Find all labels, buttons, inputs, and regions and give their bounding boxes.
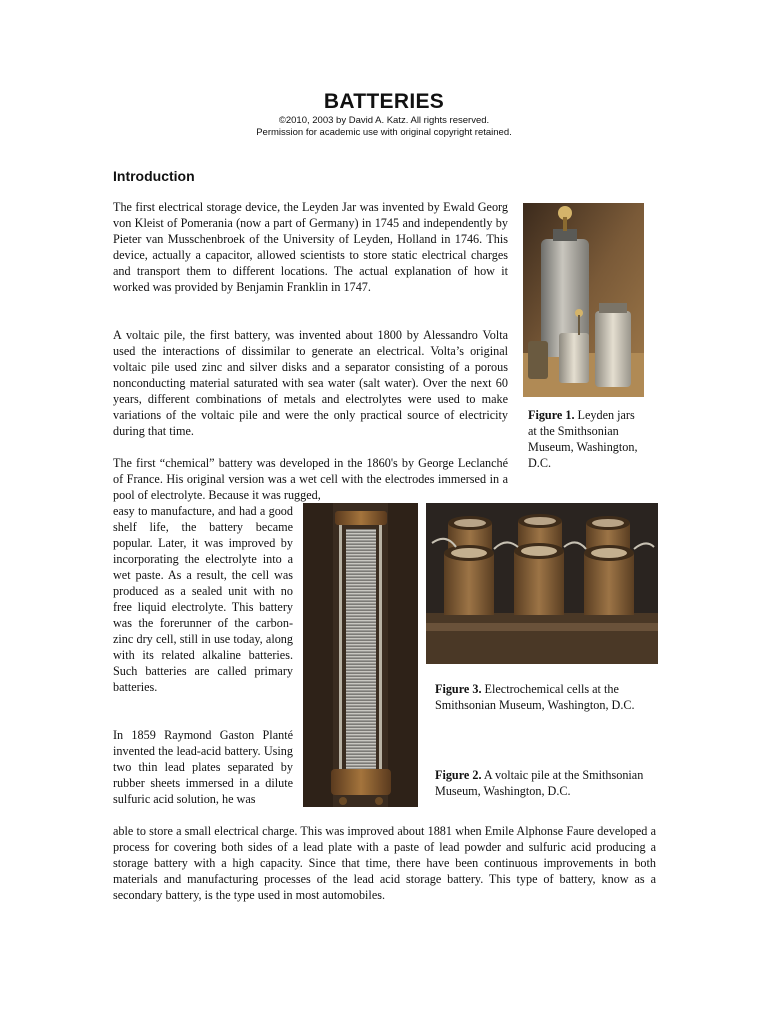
section-heading-introduction: Introduction: [113, 168, 195, 184]
paragraph-plante-wide: able to store a small electrical charge. This was improved about 1881 when Emile Alphonse Faure developed a process for covering both sides of a lead plate with a paste of lead powder and sulfuric acid producing a storage battery with a high capacity. Since that time, there have been continuous improvements in both materials and manufacturing processes of the lead acid storage battery. This type of battery, know as a secondary battery, is the type used in most automobiles.: [113, 824, 656, 902]
figure-1-label: Figure 1.: [528, 408, 575, 422]
figure-3-label: Figure 3.: [435, 682, 482, 696]
figure-2-label: Figure 2.: [435, 768, 482, 782]
figure-3-text: Electrochemical cells at the Smithsonian Museum, Washington, D.C.: [435, 682, 635, 712]
figure-2-voltaic-pile-photo: [303, 503, 418, 807]
figure-1-caption: [528, 407, 638, 471]
figure-3-electrochemical-cells-photo: [426, 503, 658, 664]
permission-line: Permission for academic use with original copyright retained.: [256, 127, 512, 138]
paragraph-leclanche-narrow: easy to manufacture, and had a good shelf life, the battery became popular. Later, it was improved by incorporating the electrolyte into a wet paste. As a result, the cell was produced as a sealed unit with no free liquid electrolyte. This battery was the forerunner of the carbon-zinc dry cell, still in use today, along with its related alkaline batteries. Such batteries are called primary batteries.: [113, 504, 293, 694]
figure-2-text: A voltaic pile at the Smithsonian Museum, Washington, D.C.: [435, 768, 644, 798]
figure-1-leyden-jars-photo: [523, 203, 644, 397]
figure-2-caption: [435, 767, 650, 799]
document-title: BATTERIES: [323, 90, 445, 113]
figure-3-caption: [435, 681, 650, 713]
paragraph-plante-narrow: In 1859 Raymond Gaston Planté invented the lead-acid battery. Using two thin lead plates separated by rubber sheets immersed in a dilute sulfuric acid solution, he was: [113, 728, 293, 806]
paragraph-leyden-jar: The first electrical storage device, the Leyden Jar was invented by Ewald Georg von Kleist of Pomerania (now a part of Germany) in 1745 and independently by Pieter van Musschenbroek of the University of Leyden, Holland in 1746. This device, actually a capacitor, allowed scientists to store static electrical charges and transport them to different locations. The actual explanation of how it worked was provided by Benjamin Franklin in 1747.: [113, 200, 508, 294]
copyright-line: ©2010, 2003 by David A. Katz. All rights reserved.: [278, 115, 490, 126]
paragraph-leclanche-wide: The first “chemical” battery was developed in the 1860's by George Leclanché of France. His original version was a wet cell with the electrodes immersed in a pool of electrolyte. Because it was rugged,: [113, 456, 508, 502]
paragraph-voltaic-pile: A voltaic pile, the first battery, was invented about 1800 by Alessandro Volta used the interactions of dissimilar to generate an electrical. Volta’s original voltaic pile used zinc and silver disks and a separator consisting of a porous nonconducting material saturated with sea water (salt water). Over the next 60 years, different combinations of metals and electrolytes were used to make variations of the voltaic pile and were the only practical source of electricity during that time.: [113, 328, 508, 438]
figure-1-text: Leyden jars at the Smithsonian Museum, Washington, D.C.: [528, 408, 638, 470]
